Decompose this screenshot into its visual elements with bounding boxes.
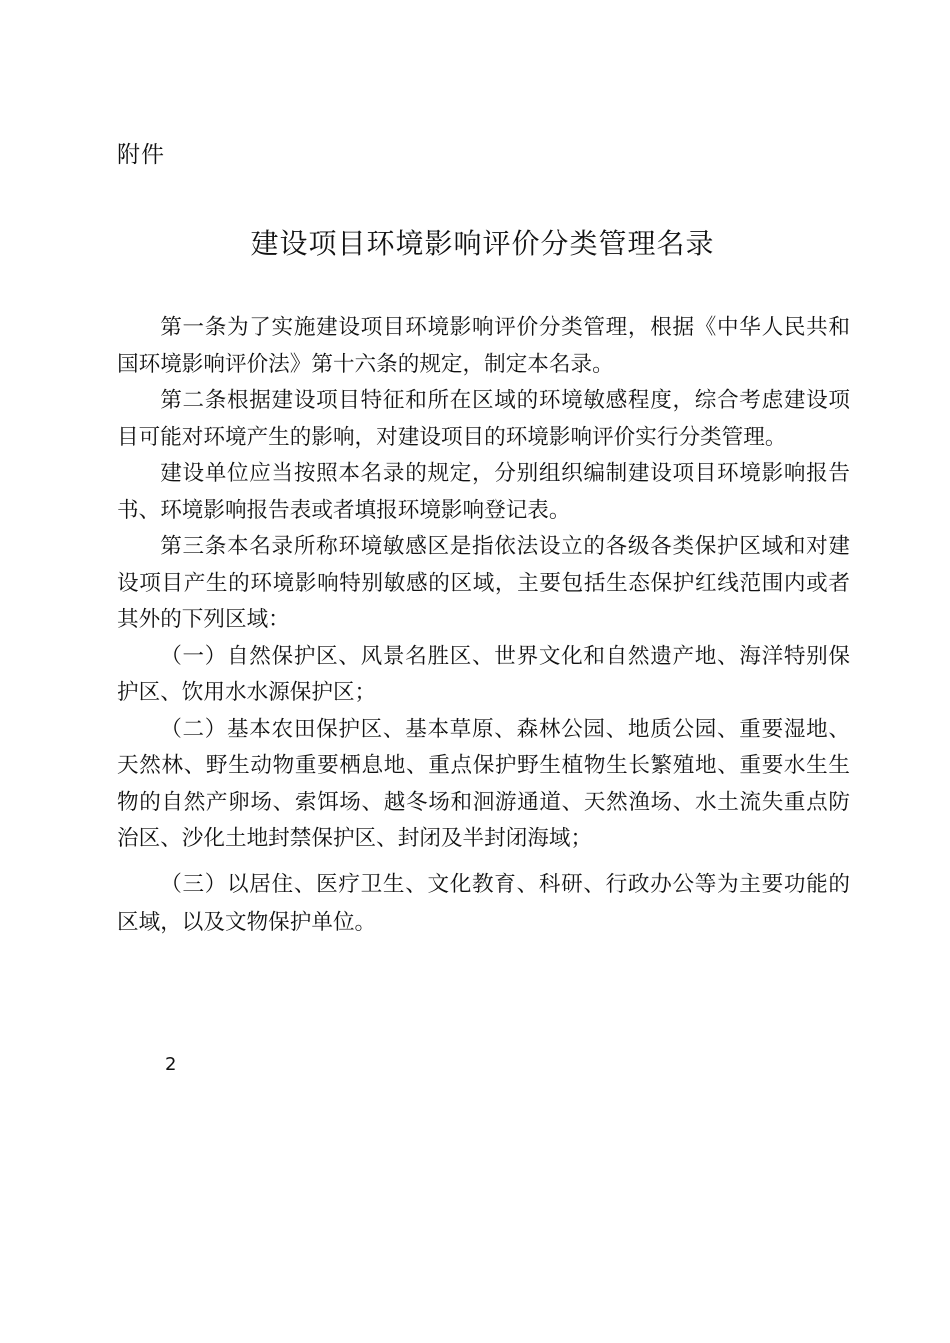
paragraph-item-1: （一）自然保护区、风景名胜区、世界文化和自然遗产地、海洋特别保护区、饮用水水源保护区； bbox=[117, 643, 850, 705]
paragraph-article-3: 第三条本名录所称环境敏感区是指依法设立的各级各类保护区域和对建设项目产生的环境影响特别敏感的区域，主要包括生态保护红线范围内或者其外的下列区域： bbox=[117, 534, 850, 632]
paragraph-article-2: 第二条根据建设项目特征和所在区域的环境敏感程度，综合考虑建设项目可能对环境产生的影响，对建设项目的环境影响评价实行分类管理。 bbox=[117, 388, 850, 450]
page-number: 2 bbox=[165, 1054, 177, 1075]
attachment-label: 附件 bbox=[117, 142, 165, 168]
paragraph-item-2: （二）基本农田保护区、基本草原、森林公园、地质公园、重要湿地、天然林、野生动物重要栖息地、重点保护野生植物生长繁殖地、重要水生生物的自然产卵场、索饵场、越冬场和洄游通道、天然渔场、水土流失重点防治区、沙化土地封禁保护区、封闭及半封闭海域； bbox=[117, 716, 850, 851]
paragraph-article-2-cont: 建设单位应当按照本名录的规定，分别组织编制建设项目环境影响报告书、环境影响报告表或者填报环境影响登记表。 bbox=[117, 461, 850, 523]
paragraph-item-3: （三）以居住、医疗卫生、文化教育、科研、行政办公等为主要功能的区域，以及文物保护单位。 bbox=[117, 871, 850, 935]
paragraph-article-1: 第一条为了实施建设项目环境影响评价分类管理，根据《中华人民共和国环境影响评价法》第十六条的规定，制定本名录。 bbox=[117, 315, 850, 377]
document-body bbox=[117, 310, 850, 943]
document-title: 建设项目环境影响评价分类管理名录 bbox=[250, 227, 715, 260]
